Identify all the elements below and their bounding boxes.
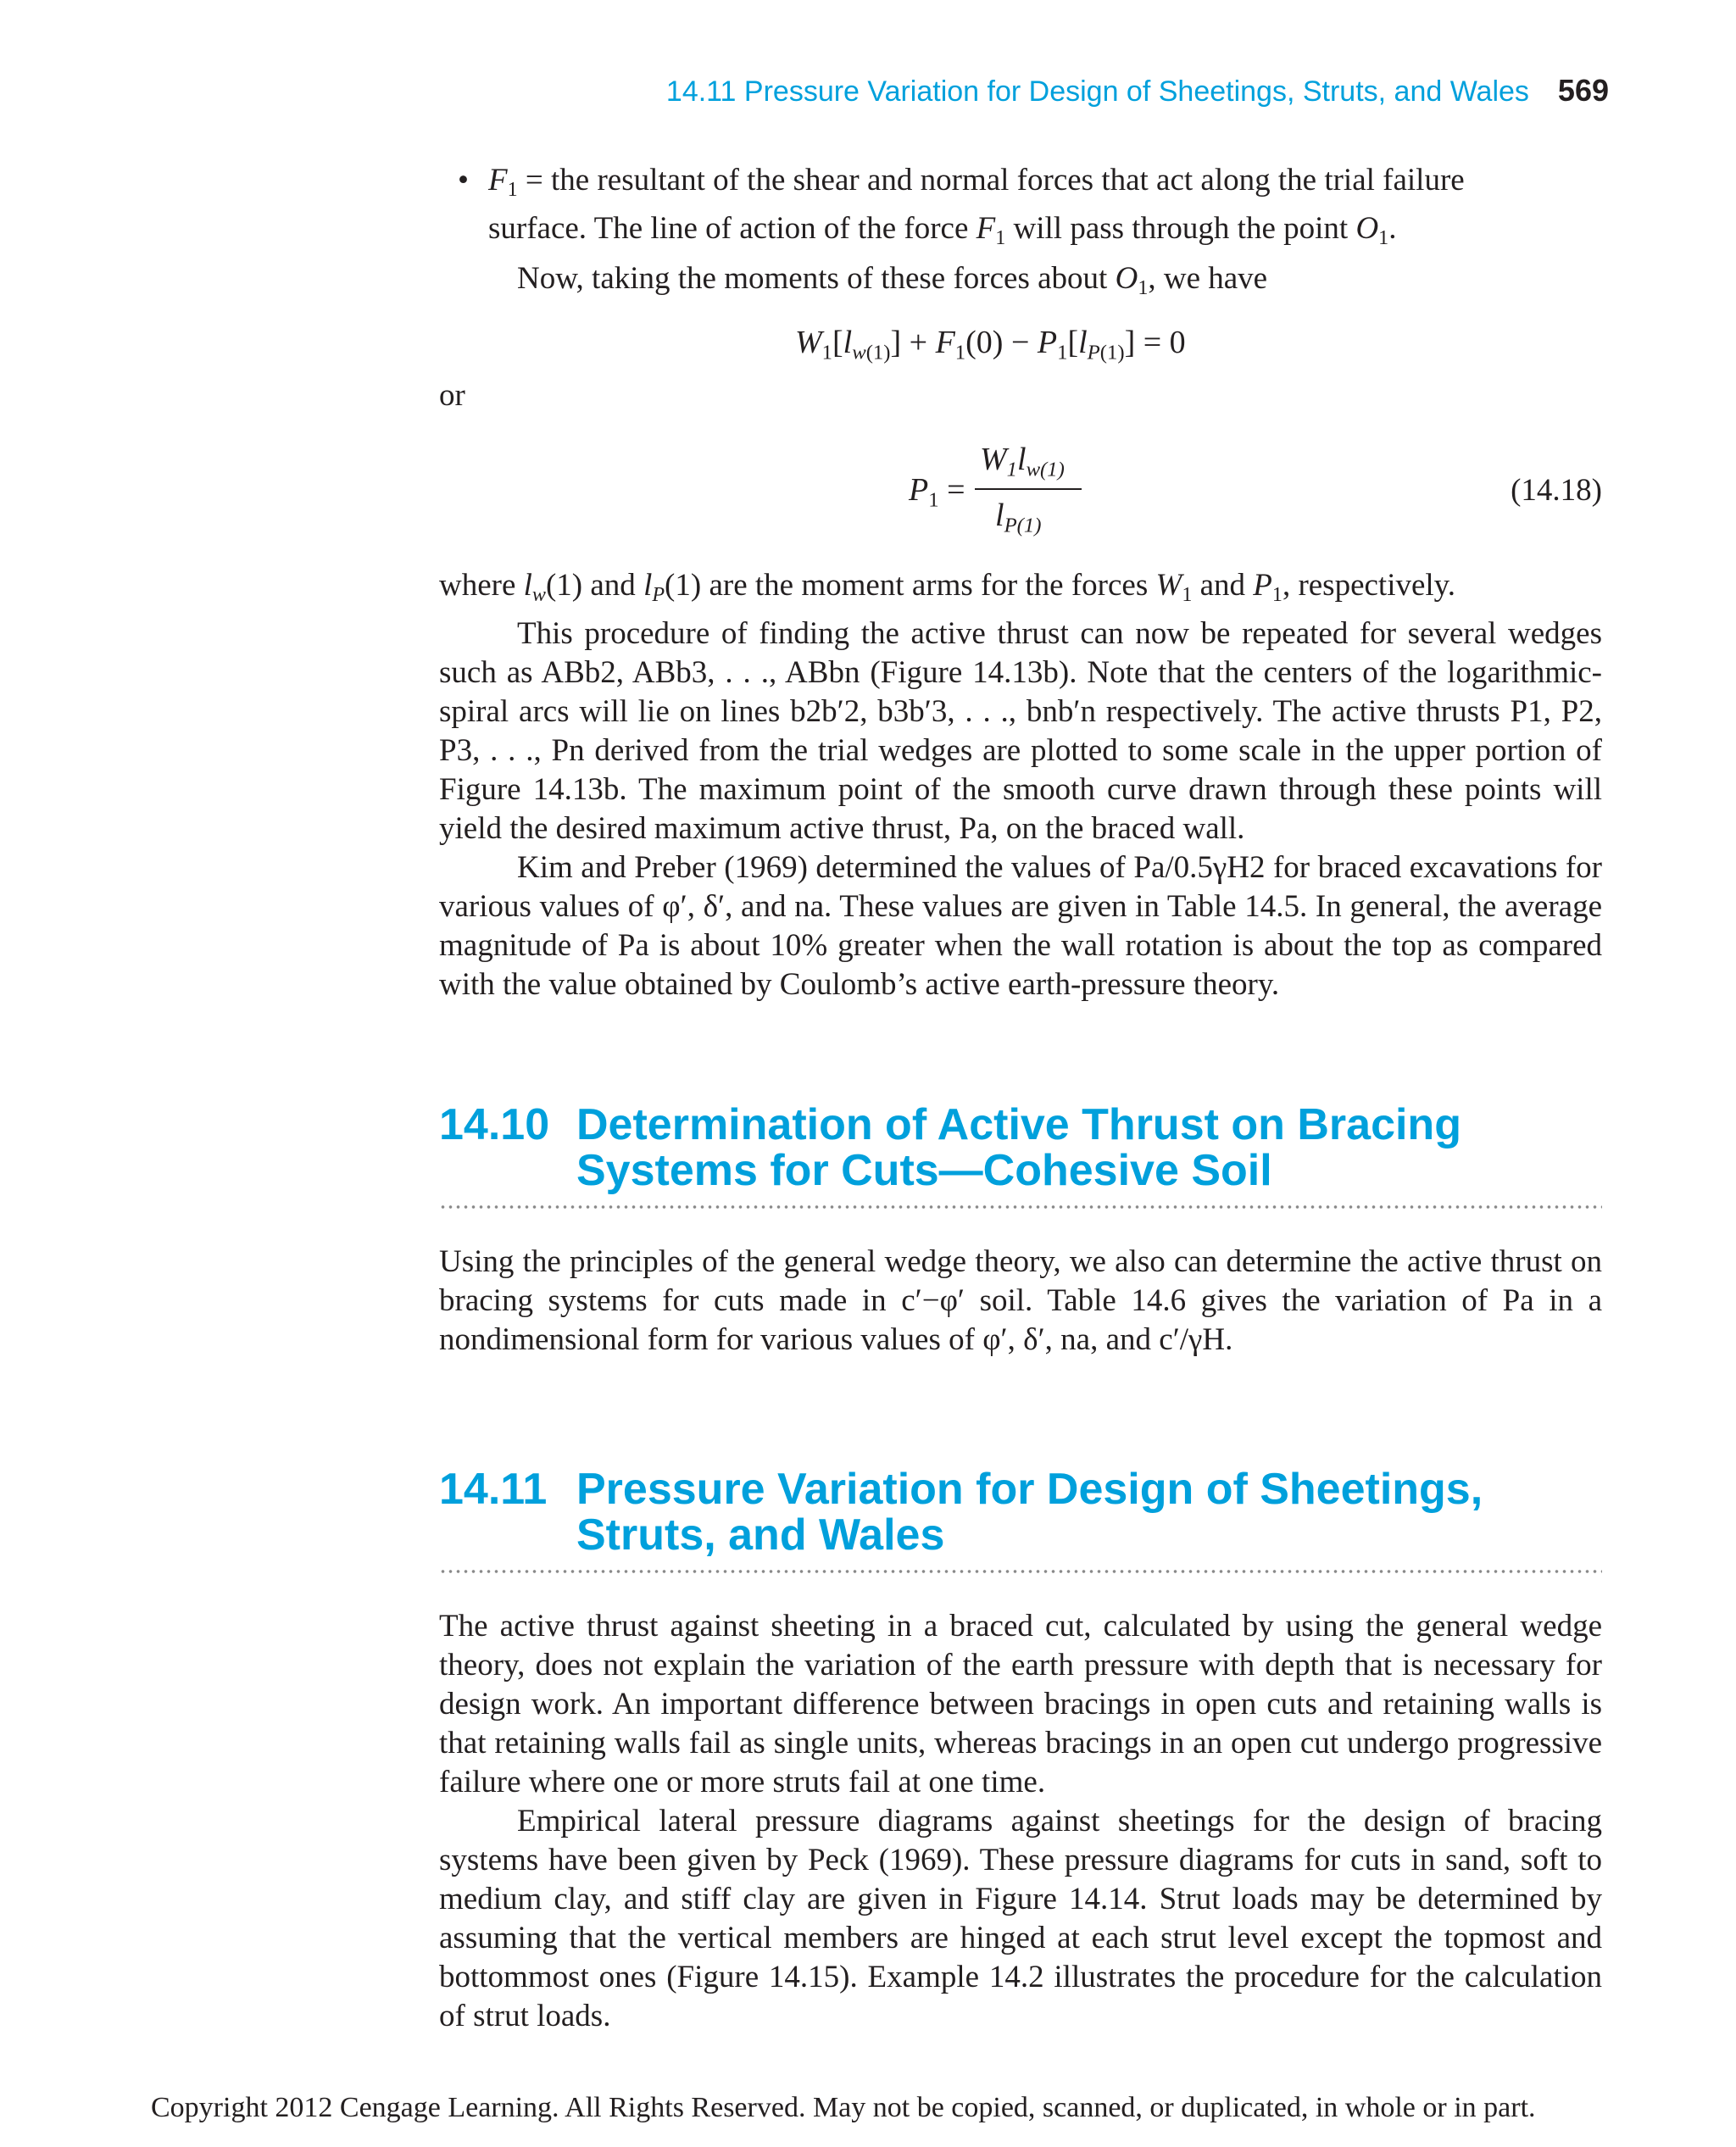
- section-heading-14-11: [439, 1466, 1602, 1558]
- dotted-rule: [439, 1205, 1602, 1209]
- section-title: Pressure Variation for Design of Sheetings, Struts, and Wales: [576, 1465, 1483, 1560]
- running-title: 14.11 Pressure Variation for Design of Sheetings, Struts, and Wales: [665, 75, 1529, 108]
- equation-number: (14.18): [1511, 473, 1602, 508]
- section-title: Determination of Active Thrust on Bracing Systems for Cuts—Cohesive Soil: [576, 1100, 1461, 1195]
- fraction-numerator: $W_1l_{w(1)}$: [980, 442, 1065, 481]
- eq-lhs: $P_1$ =: [909, 472, 965, 512]
- moments-intro: Now, taking the moments of these forces about $O_1$, we have: [517, 261, 1268, 300]
- fraction-denominator: $l_{P(1)}$: [995, 498, 1042, 537]
- para-kim-preber: Kim and Preber (1969) determined the values of Pa/0.5γH2 for braced excavations for various values of φ′, δ′, and na. These values are given in Table 14.5. In general, the average magnitude of Pa is about 10% greater when the wall rotation is about the top as compared with the value obtained by Coulomb’s active earth-pressure theory.: [439, 850, 1602, 1003]
- para-wedge-theory: Using the principles of the general wedge theory, we also can determine the active thrust on bracing systems for cuts made in c′−φ′ soil. Table 14.6 gives the variation of Pa in a nondimensional form for various values of φ′, δ′, na, and c′/γH.: [439, 1244, 1602, 1357]
- section-number: 14.10: [439, 1100, 550, 1149]
- para-procedure: This procedure of finding the active thrust can now be repeated for several wedges such as ABb2, ABb3, . . ., ABbn (Figure 14.13b). Note that the centers of the logarithmic-spiral arcs will lie on lines b2b′2, b3b′3, . . ., bnb′n respectively. The active thrusts P1, P2, P3, . . ., Pn derived from the trial wedges are plotted to some scale in the upper portion of Figure 14.13b. The maximum point of the smooth curve drawn through these points will yield the desired maximum active thrust, Pa, on the braced wall.: [439, 616, 1602, 847]
- paragraph-block-1: [439, 566, 1602, 1004]
- dotted-rule: [439, 1570, 1602, 1573]
- para-active-thrust: The active thrust against sheeting in a braced cut, calculated by using the general wedge theory, does not explain the variation of the earth pressure with depth that is necessary for design work. An important difference between bracings in open cuts and retaining walls is that retaining walls fail as single units, whereas bracings in an open cut undergo progressive failure where one or more struts fail at one time.: [439, 1609, 1602, 1799]
- paragraph-block-14-10: [439, 1243, 1602, 1360]
- bullet-dot: •: [458, 163, 469, 197]
- or-word: or: [439, 378, 465, 413]
- section-heading-14-10: [439, 1102, 1602, 1193]
- para-where: where $l_w(1)$ and $l_P(1)$ are the moment arms for the forces $W_1$ and $P_1$, respectively.: [439, 568, 1456, 607]
- page-number: 569: [1557, 73, 1609, 108]
- para-empirical: Empirical lateral pressure diagrams against sheetings for the design of bracing systems have been given by Peck (1969). These pressure diagrams for cuts in sand, soft to medium clay, and stiff clay are given in Figure 14.14. Strut loads may be determined by assuming that the vertical members are hinged at each strut level except the topmost and bottommost ones (Figure 14.15). Example 14.2 illustrates the procedure for the calculation of strut loads.: [439, 1804, 1602, 2033]
- copyright-footer: Copyright 2012 Cengage Learning. All Rights Reserved. May not be copied, scanned, or duplicated, in whole or in part.: [151, 2092, 1536, 2123]
- bullet-text: $F_1$ = the resultant of the shear and normal forces that act along the trial failure surface. The line of action of the force $F_1$ will pass through the point $O_1$.: [488, 163, 1465, 250]
- paragraph-block-14-11: [439, 1607, 1602, 2036]
- moment-equation: $W_1[l_{w(1)}] + F_1(0) - P_1[l_{P(1)}] = 0$: [795, 325, 1186, 364]
- fraction-bar: [975, 488, 1082, 490]
- running-head: [666, 73, 1609, 108]
- section-number: 14.11: [439, 1465, 548, 1514]
